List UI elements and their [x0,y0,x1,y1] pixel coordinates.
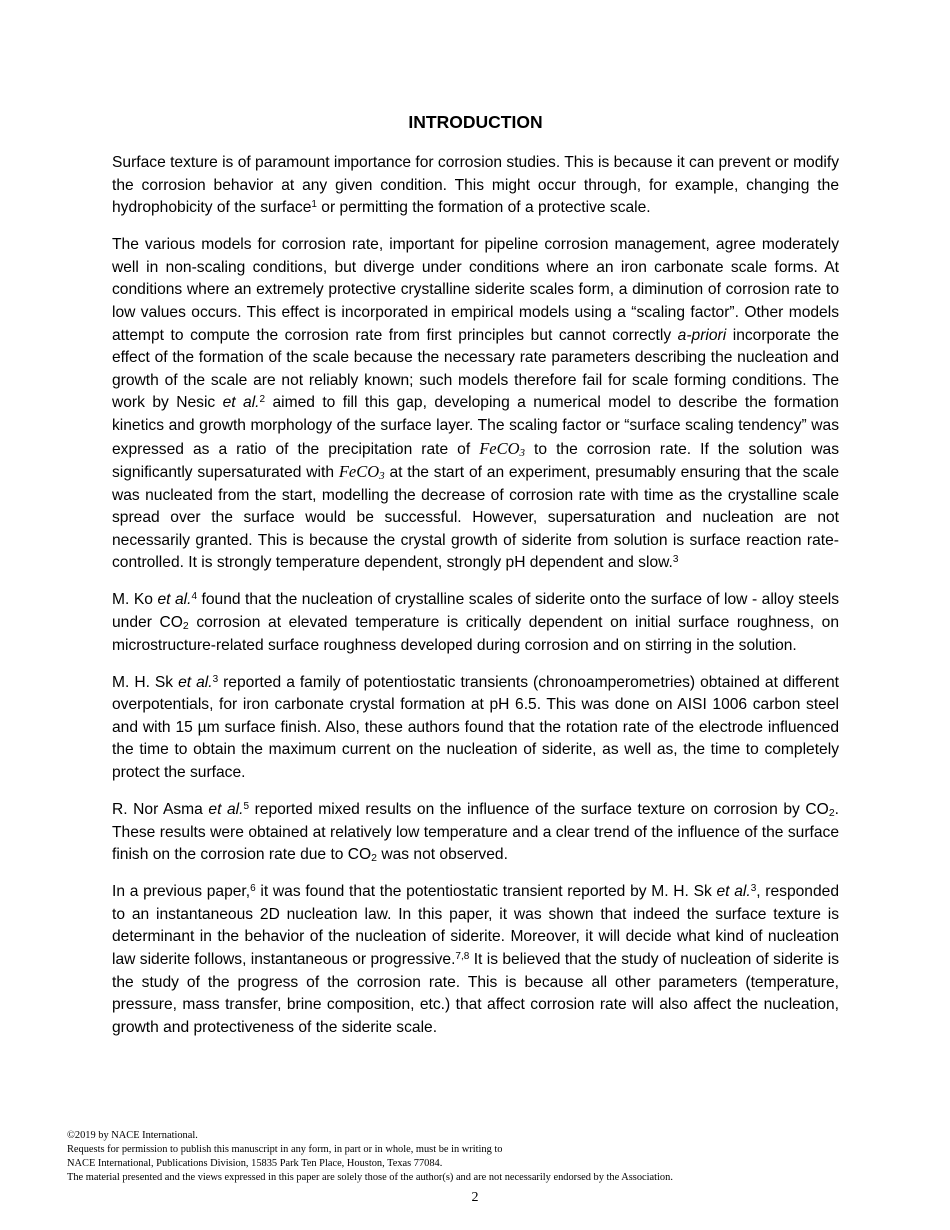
et-al: et al. [208,801,244,818]
citation: 4 [191,591,197,603]
citation: 7,8 [455,950,470,962]
copyright-footer [67,1129,887,1185]
citation: 2 [259,394,266,406]
page-body [112,110,839,1054]
paragraph-5: R. Nor Asma et al.$^5$ reported mixed results on the influence of the surface texture on corrosion by $CO_2$. These results were obtained at relatively low temperature and a clear trend of the influence of the surface finish on the corrosion rate due to $CO_2$ was not observed. [112,801,839,865]
paragraph-3: M. Ko et al.$^4$ found that the nucleation of crystalline scales of siderite onto the surface of low - alloy steels under $CO_2$ corrosion at elevated temperature is critically dependent on initial surface roughness, on microstructure-related surface roughness developed during corrosion and on stirring in the solution. [112,591,840,654]
citation: 3 [672,554,679,566]
citation: 1 [311,199,317,211]
page-number: 2 [471,1190,479,1205]
citation: 5 [243,801,250,812]
et-al: et al. [157,591,192,609]
citation: 3 [750,883,757,895]
footer-line: Requests for permission to publish this manuscript in any form, in part or in whole, must be in writing to [67,1144,503,1155]
formula-feco3: FeCO$_3$ [338,462,385,483]
citation: 3 [212,673,219,685]
formula-feco3: FeCO$_3$ [479,438,526,459]
footer-line: NACE International, Publications Division, 15835 Park Ten Place, Houston, Texas 77084. [67,1158,443,1169]
et-al: et al. [178,673,213,691]
paragraph-4: M. H. Sk et al.$^3$ reported a family of potentiostatic transients (chronoamperometries) obtained at different overpotentials, for iron carbonate crystal formation at pH 6.5. This was done on AISI 1006 carbon steel and with 15 µm surface finish. Also, these authors found that the rotation rate of the electrode influenced the time to obtain the maximum current on the nucleation of siderite, as well as, the time to completely protect the surface. [112,673,839,782]
citation: 6 [250,883,256,895]
paragraph-2: The various models for corrosion rate, important for pipeline corrosion management, agree moderately well in non-scaling conditions, but diverge under conditions where an iron carbonate scale forms. At conditions where an extremely protective crystalline siderite scales form, a diminution of corrosion rate to low values occurs. This effect is incorporated in empirical models using a “scaling factor”. Other models attempt to compute the corrosion rate from first principles but cannot correctly a-priori incorporate the effect of the formation of the scale because the necessary rate parameters describing the nucleation and growth of the scale are not reliably known; such models therefore fail for scale forming conditions. The work by Nesic et al.$^2$ aimed to fill this gap, developing a numerical model to describe the formation kinetics and growth morphology of the surface layer. The scaling factor or “surface scaling tendency” was expressed as a ratio of the precipitation rate of FeCO$_3$ to the corrosion rate. If the solution was significantly supersaturated with FeCO$_3$ at the start of an experiment, presumably ensuring that the scale was nucleated from the start, modelling the decrease of corrosion rate with time as the crystalline scale spread over the surface would be successful. However, supersaturation and nucleation are not necessarily granted. This is because the crystal growth of siderite from solution is surface reaction rate-controlled. It is strongly temperature dependent, strongly pH dependent and slow.$^3$ [112,236,840,572]
paragraph-6: In a previous paper,$^6$ it was found that the potentiostatic transient reported by M. H. Sk et al.$^3$, responded to an instantaneous 2D nucleation law. In this paper, it was shown that indeed the surface texture is determinant in the behavior of the nucleation of siderite. Moreover, it will decide what kind of nucleation law siderite follows, instantaneous or progressive.$^{7,8}$ It is believed that the study of nucleation of siderite is the study of the progress of the corrosion rate. This is because all other parameters (temperature, pressure, mass transfer, brine composition, etc.) that affect corrosion rate will also affect the nucleation, growth and protectiveness of the siderite scale. [112,883,839,1036]
et-al: et al. [222,394,260,412]
section-heading: INTRODUCTION [408,112,543,132]
paragraph-1: Surface texture is of paramount importance for corrosion studies. This is because it can prevent or modify the corrosion behavior at any given condition. This might occur through, for example, changing the hydrophobicity of the surface$^1$ or permitting the formation of a protective scale. [112,154,839,217]
footer-line: ©2019 by NACE International. [67,1130,198,1141]
footer-line: The material presented and the views expressed in this paper are solely those of the author(s) and are not necessarily endorsed by the Association. [67,1172,673,1183]
italic-term: a-priori [677,326,727,344]
et-al: et al. [716,883,751,901]
